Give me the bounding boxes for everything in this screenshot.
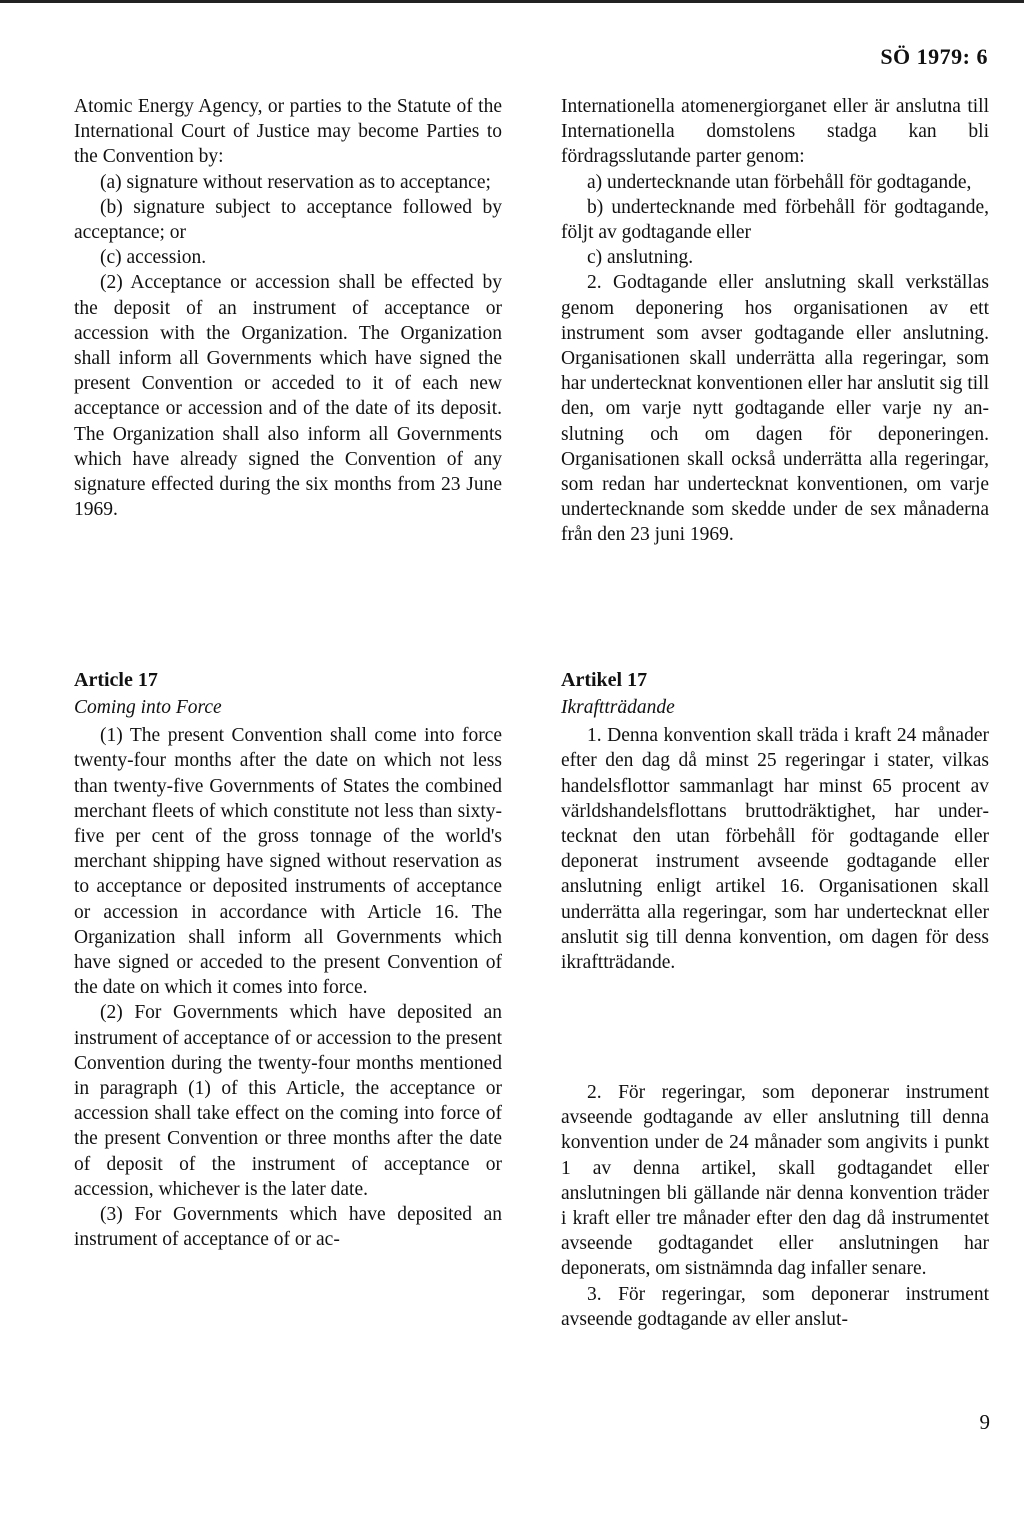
swedish-article-heading: Artikel 17 [561, 669, 648, 691]
english-intro-paragraph: Atomic Energy Agency, or parties to the Statute of the International Court of Justice may become Parties to the Convention by: [74, 96, 502, 168]
english-paragraph-2: (2) Acceptance or accession shall be effected by the deposit of an instrument of acceptance or accession with the Organization. The Organization shall inform all Governments which have signed the present Convention or acceded to it of each new acceptance or accession and of the date of its deposit. The Organization shall also inform all Governments which have already signed the Convention of any signature effected during the six months from 23 June 1969. [74, 272, 502, 521]
swedish-art17-paragraph-3: 3. För regeringar, som deponerar instrument avseende godtagande av eller anslut- [561, 1283, 989, 1330]
swedish-art17-paragraph-2: 2. För regeringar, som deponerar instrument avseende godtagande av eller anslutning till denna konvention under de 24 månader som angivits i punkt 1 av denna artikel, skall godtagandet eller anslutningen bli gällande när denna konvention träder i kraft eller tre månader efter den dag då instrumentet avseende godtagandet eller anslutningen har deponerats, om sistnämnda dag infaller senare. [561, 1082, 989, 1280]
swedish-intro-paragraph: Internationella atomenergiorganet eller är anslutna till Internationella domstolens stadga kan bli fördragsslutande parter genom: [561, 96, 989, 168]
english-article-title: Coming into Force [74, 697, 222, 719]
english-article-16-continuation [74, 94, 502, 522]
swedish-art17-paragraph-1: 1. Denna konvention skall träda i kraft 24 månader efter den dag då minst 25 regeringar i stater, vilkas handelsflottor sammanlagt har minst 65 procent av världshandelsflottans bruttodräktighet, har undertecknat den utan förbehåll för godtagande eller deponerat instrument avseende godtagande eller anslutning enligt artikel 16. Organisationen skall underrätta alla regeringar, som har undertecknat eller anslutit sig till denna konvention, om dagen för dess ikraftträdande. [561, 725, 989, 974]
swedish-article-17-continued [561, 1080, 989, 1332]
english-item-b: (b) signature subject to acceptance followed by acceptance; or [74, 196, 502, 244]
document-reference: SÖ 1979: 6 [880, 44, 988, 69]
english-item-a: (a) signature without reservation as to acceptance; [100, 171, 491, 193]
swedish-article-title: Ikraftträdande [561, 697, 675, 719]
swedish-item-b: b) undertecknande med förbehåll för godtagande, följt av godtagande eller [561, 196, 989, 244]
english-art17-paragraph-3: (3) For Governments which have deposited an instrument of acceptance of or ac- [74, 1204, 502, 1251]
top-border [0, 0, 1024, 3]
swedish-item-a: a) undertecknande utan förbehåll för godtagande, [587, 171, 972, 193]
page-number: 9 [979, 1410, 990, 1434]
swedish-paragraph-2: 2. Godtagande eller anslutning skall verkställas genom deponering hos organisationen av ett instrument som avser godtagande eller anslutning. Organisationen skall underrätta alla regeringar, som har undertecknat konventionen eller har anslutit sig till den, om varje nytt godtagande eller varje ny anslutning och om dagen för deponeringen. Organisationen skall också underrätta alla regeringar, som redan har undertecknat konventionen, om varje undertecknande som skedde under de sex månaderna från den 23 juni 1969. [561, 272, 989, 546]
english-art17-paragraph-2: (2) For Governments which have deposited an instrument of acceptance of or accession to the present Convention during the twenty-four months mentioned in paragraph (1) of this Article, the acceptance or accession shall take effect on the coming into force of the present Convention or three months after the date of deposit of the instrument of acceptance or accession, whichever is the later date. [74, 1002, 502, 1200]
swedish-article-17 [561, 668, 989, 975]
swedish-article-16-continuation [561, 94, 989, 548]
english-art17-paragraph-1: (1) The present Convention shall come into force twenty-four months after the date on which not less than twenty-five Governments of States the combined merchant fleets of which constitute not less than sixty-five per cent of the gross tonnage of the world's merchant shipping have signed without reservation as to acceptance or deposited instruments of acceptance or accession in accordance with Article 16. The Organization shall inform all Governments which have signed or acceded to the present Convention of the date on which it comes into force. [74, 725, 502, 999]
swedish-item-c: c) anslutning. [587, 247, 694, 269]
english-article-17 [74, 668, 502, 1252]
english-article-heading: Article 17 [74, 669, 158, 691]
english-item-c: (c) accession. [100, 247, 207, 269]
